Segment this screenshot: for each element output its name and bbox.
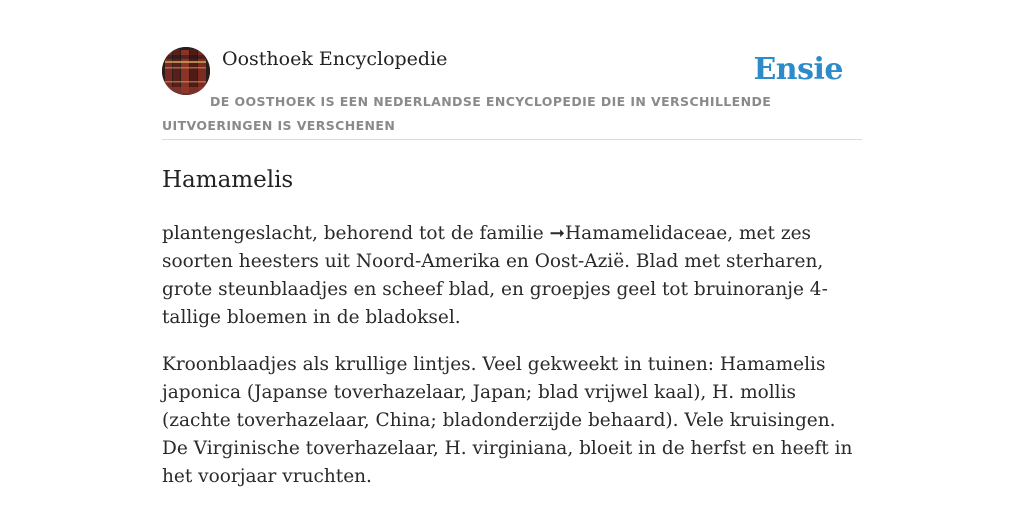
article-paragraph-2: Kroonblaadjes als krullige lintjes. Veel gekweekt in tuinen: Hamamelis japonica (Japanse toverhazelaar, Japan; blad vrijwel kaal), H. mollis (zachte toverhazelaar, China; bladonderzijde behaard). Vele kruisingen. De Virginische toverhazelaar, H. virginiana, bloeit in de herfst en heeft in het voorjaar vruchten. [162, 354, 853, 487]
page-container [162, 46, 862, 491]
article-paragraph-1: plantengeslacht, behorend tot de familie ➞Hamamelidaceae, met zes soorten heesters uit Noord-Amerika en Oost-Azië. Blad met sterharen, grote steunblaadjes en scheef blad, en groepjes geel tot bruinoranje 4-tallige bloemen in de bladoksel. [162, 223, 828, 328]
site-title[interactable]: Oosthoek Encyclopedie [222, 48, 448, 70]
books-icon [162, 47, 210, 95]
site-tagline: DE OOSTHOEK IS EEN NEDERLANDSE ENCYCLOPEDIE DIE IN VERSCHILLENDE UITVOERINGEN IS VERSCHENEN [162, 94, 772, 133]
site-header [162, 46, 862, 140]
book-spines-avatar[interactable] [162, 47, 210, 95]
article-title: Hamamelis [162, 167, 294, 193]
brand-logo[interactable]: Ensie [753, 52, 843, 87]
